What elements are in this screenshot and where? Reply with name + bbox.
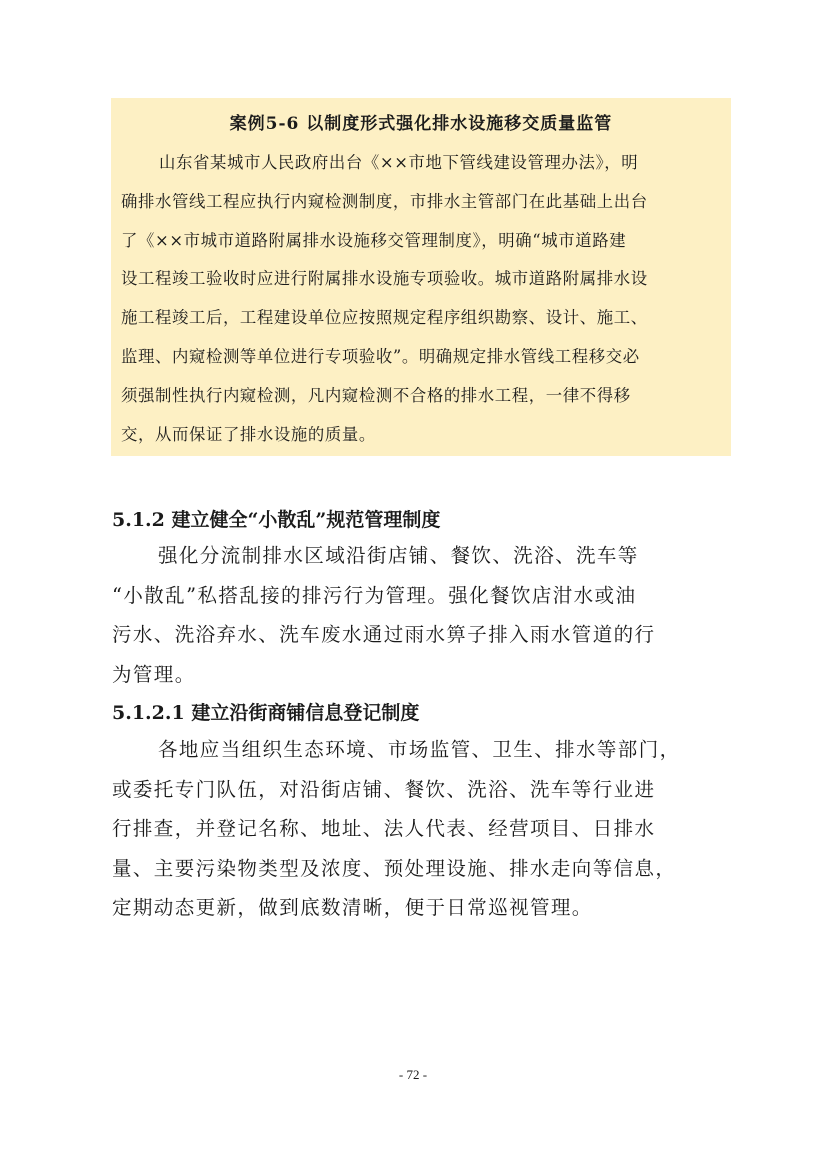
paragraph-line: 为管理。 [112, 662, 196, 686]
section-paragraph-5-1-2-1 [112, 730, 728, 928]
case-study-line: 监理、内窥检测等单位进行专项验收”。明确规定排水管线工程移交必 [121, 346, 640, 366]
paragraph-line: “小散乱”私搭乱接的排污行为管理。强化餐饮店泔水或油 [112, 583, 637, 607]
paragraph-line: 行排查，并登记名称、地址、法人代表、经营项目、日排水 [112, 817, 656, 840]
paragraph-line: 量、主要污染物类型及浓度、预处理设施、排水走向等信息， [112, 856, 677, 880]
section-paragraph-5-1-2 [112, 536, 728, 694]
case-study-line: 施工程竣工后，工程建设单位应按照规定程序组织勘察、设计、施工、 [121, 308, 648, 328]
case-study-line: 设工程竣工验收时应进行附属排水设施专项验收。城市道路附属排水设 [121, 269, 648, 289]
case-study-line: 须强制性执行内窥检测，凡内窥检测不合格的排水工程，一律不得移 [121, 385, 631, 405]
case-study-line: 山东省某城市人民政府出台《××市地下管线建设管理办法》，明 [159, 153, 639, 172]
case-study-title: 案例5-6 以制度形式强化排水设施移交质量监管 [229, 114, 613, 134]
case-study-box [111, 98, 731, 456]
paragraph-line: 或委托专门队伍，对沿街店铺、餐饮、洗浴、洗车等行业进 [112, 777, 656, 801]
paragraph-line: 各地应当组织生态环境、市场监管、卫生、排水等部门， [158, 738, 681, 761]
section-heading-5-1-2: 5.1.2 建立健全“小散乱”规范管理制度 [112, 509, 441, 531]
case-study-line: 了《××市城市道路附属排水设施移交管理制度》，明确“城市道路建 [121, 230, 627, 250]
case-study-body [121, 144, 725, 454]
paragraph-line: 强化分流制排水区域沿街店铺、餐饮、洗浴、洗车等 [158, 544, 639, 567]
paragraph-line: 定期动态更新，做到底数清晰，便于日常巡视管理。 [112, 896, 593, 919]
section-heading-5-1-2-1: 5.1.2.1 建立沿街商铺信息登记制度 [112, 702, 420, 724]
case-study-line: 确排水管线工程应执行内窥检测制度，市排水主管部门在此基础上出台 [121, 191, 648, 211]
case-study-line: 交，从而保证了排水设施的质量。 [121, 424, 376, 444]
paragraph-line: 污水、洗浴弃水、洗车废水通过雨水箅子排入雨水管道的行 [112, 623, 656, 646]
page-number: - 72 - [398, 1067, 428, 1082]
